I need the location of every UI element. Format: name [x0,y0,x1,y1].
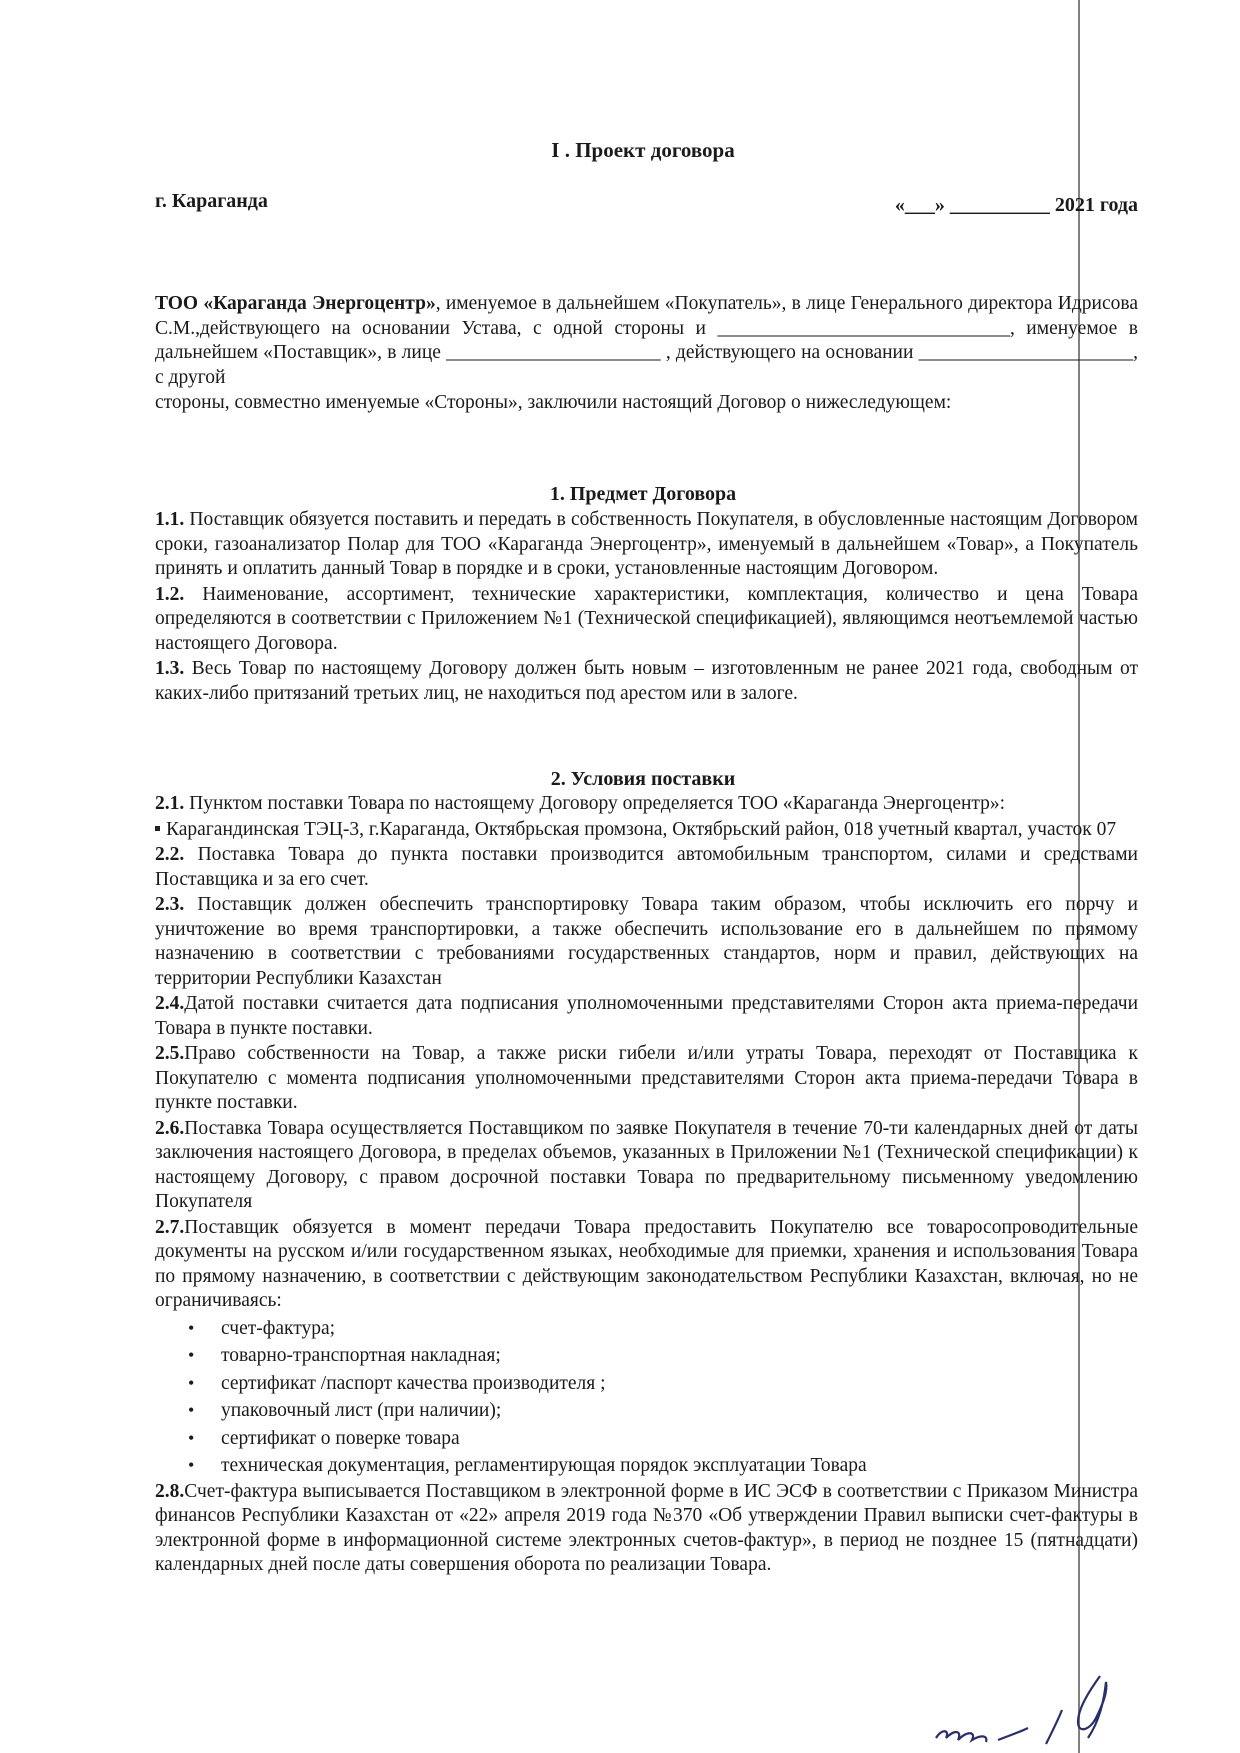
clause-text: Поставка Товара осуществляется Поставщиком по заявке Покупателя в течение 70-ти календарных дней от даты заключения настоящего Договора, в пределах объемов, указанных в Приложении №1 (Технической спецификации) к настоящему Договору, с правом досрочной поставки Товара по предварительному письменному уведомлению Покупателя [155,1117,1138,1212]
clause-number: 2.3. [155,894,185,915]
address-text: Карагандинская ТЭЦ-3, г.Караганда, Октябрьская промзона, Октябрьский район, 018 учетный квартал, участок 07 [166,818,1117,840]
clause-number: 2.7. [155,1216,185,1238]
clause-1-2 [155,583,1138,657]
clause-2-6 [155,1117,1138,1215]
clause-text: Поставка Товара до пункта поставки производится автомобильным транспортом, силами и средствами Поставщика и за его счет. [155,844,1138,890]
clause-2-2 [155,843,1138,892]
clause-2-7 [155,1216,1138,1314]
clause-1-1 [155,508,1138,582]
clause-number: 2.1. [155,793,185,814]
section-1-title: 1. Предмет Договора [549,483,737,505]
clause-number: 2.2. [155,844,185,865]
clause-2-3 [155,893,1138,991]
section-2-title: 2. Условия поставки [550,768,736,790]
clause-number: 1.2. [155,583,185,605]
clause-2-1 [155,792,1138,817]
clause-2-5 [155,1042,1138,1116]
list-item: • техническая документация, регламентирующая порядок эксплуатации Товара [221,1452,1138,1480]
section-2-body [155,792,1138,1579]
clause-text: Наименование, ассортимент, технические характеристики, комплектация, количество и цена Товара определяются в соответствии с Приложением №1 (Технической спецификацией), являющимся неотъемлемой частью настоящего Договора. [155,583,1138,654]
preamble-text-end: стороны, совместно именуемые «Стороны», заключили настоящий Договор о нижеследующем: [155,392,952,413]
clause-text: Поставщик обязуется в момент передачи Товара предоставить Покупателю все товаросопроводительные документы на русском и/или государственном языках, необходимые для приемки, хранения и использования Товара по прямому назначению, в соответствии с действующим законодательством Республики Казахстан, включая, но не ограничиваясь: [155,1216,1138,1311]
clause-text: Пунктом поставки Товара по настоящему Договору определяется ТОО «Караганда Энергоцентр»: [184,793,1006,814]
clause-2-4 [155,992,1138,1041]
clause-number: 1.1. [155,509,185,530]
clause-number: 2.5. [155,1043,185,1064]
delivery-address [155,818,1138,843]
preamble [155,292,1138,417]
clause-text: Датой поставки считается дата подписания уполномоченными представителями Сторон акта приема-передачи Товара в пункте поставки. [155,993,1138,1039]
clause-text: Весь Товар по настоящему Договору должен быть новым – изготовленным не ранее 2021 года, свободным от каких-либо притязаний третьих лиц, не находиться под арестом или в залоге. [155,658,1138,704]
list-item: • сертификат /паспорт качества производителя ; [221,1370,1138,1398]
clause-text: Поставщик обязуется поставить и передать в собственность Покупателя, в обусловленные настоящим Договором сроки, газоанализатор Полар для ТОО «Караганда Энергоцентр», именуемый в дальнейшем «Товар», а Покупатель принять и оплатить данный Товар в порядке и в сроки, установленные настоящим Договором. [155,509,1138,579]
list-item: • счет-фактура; [221,1315,1138,1343]
square-bullet-icon [155,826,160,831]
preamble-text: , именуемое в дальнейшем «Покупатель», в лице Генерального директора Идрисова С.М.,действующего на основании Устава, с одной стороны и ______________________________, именуемое в дальнейшем «Поставщик», в лице ______________________ , действующего на основании ______________________, с другой [155,293,1138,388]
list-item: • сертификат о поверке товара [221,1425,1138,1453]
clause-number: 1.3. [155,658,185,679]
clause-text: Счет-фактура выписывается Поставщиком в электронной форме в ИС ЭСФ в соответствии с Приказом Министра финансов Республики Казахстан от «22» апреля 2019 года №370 «Об утверждении Правил выписки счет-фактуры в электронной форме в информационной системе электронных счетов-фактур», в период не позднее 15 (пятнадцати) календарных дней после даты совершения оборота по реализации Товара. [155,1480,1138,1575]
date-line: «___» __________ 2021 года [894,194,1138,216]
list-item: • упаковочный лист (при наличии); [221,1397,1138,1425]
document-title: I . Проект договора [551,138,735,162]
city-label: г. Караганда [155,190,268,212]
list-item: • товарно-транспортная накладная; [221,1342,1138,1370]
documents-list [155,1315,1138,1480]
company-name: ТОО «Караганда Энергоцентр» [155,293,436,314]
section-1-body [155,508,1138,707]
clause-number: 2.6. [155,1117,185,1139]
clause-2-8 [155,1480,1138,1578]
clause-number: 2.4. [155,993,185,1014]
clause-text: Поставщик должен обеспечить транспортировку Товара таким образом, чтобы исключить его порчу и уничтожение во время транспортировки, а также обеспечить использование его в дальнейшем по прямому назначению в соответствии с требованиями государственных стандартов, норм и правил, действующих на территории Республики Казахстан [155,894,1138,989]
handwritten-signature [928,1670,1158,1750]
clause-1-3 [155,657,1138,706]
clause-text: Право собственности на Товар, а также риски гибели и/или утраты Товара, переходят от Поставщика к Покупателю с момента подписания уполномоченными представителями Сторон акта приема-передачи Товара в пункте поставки. [155,1043,1138,1113]
clause-number: 2.8. [155,1480,185,1502]
